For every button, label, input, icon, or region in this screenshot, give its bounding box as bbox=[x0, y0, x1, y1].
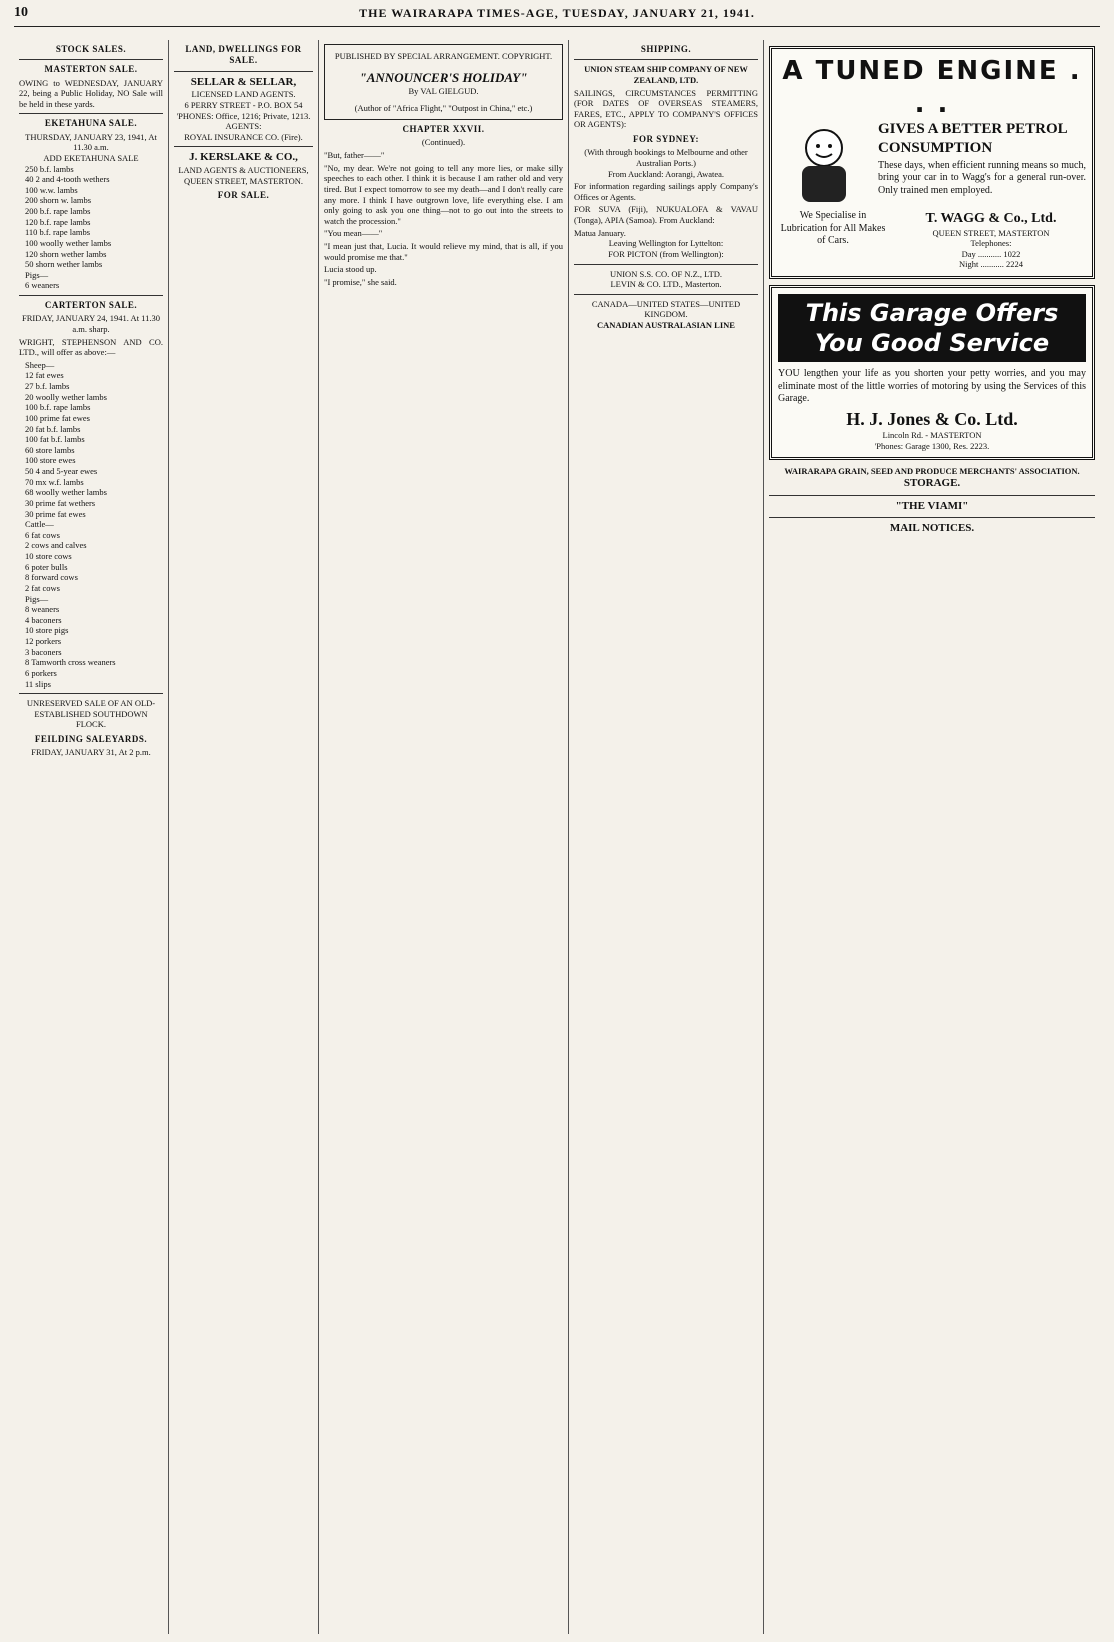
story-paragraph: "I promise," she said. bbox=[324, 276, 397, 287]
garage-body: YOU lengthen your life as you shorten your petty worries, and you may eliminate most of the little worries of motoring by using the Services of this Garage. bbox=[778, 368, 1086, 404]
info-text: For information regarding sailings apply Company's Offices or Agents. bbox=[574, 181, 758, 202]
list-item: 11 slips bbox=[25, 678, 51, 689]
wagg-advert bbox=[769, 46, 1095, 279]
list-item: 8 weaners bbox=[25, 604, 60, 615]
advert-body: These days, when efficient running means so much, bring your car in to Wagg's for a general run-over. Only trained men employed. bbox=[878, 159, 1086, 196]
list-item: 30 prime fat ewes bbox=[25, 508, 86, 519]
list-item: 60 store lambs bbox=[25, 444, 75, 455]
firm-subtitle: LAND AGENTS & AUCTIONEERS, QUEEN STREET, MASTERTON. bbox=[178, 165, 309, 186]
list-item: 6 fat cows bbox=[25, 529, 60, 540]
list-item: 12 porkers bbox=[25, 636, 62, 646]
serial-title: "ANNOUNCER'S HOLIDAY" bbox=[359, 69, 528, 85]
list-item: 110 b.f. rape lambs bbox=[25, 227, 91, 238]
shipping-text: SAILINGS, CIRCUMSTANCES PERMITTING (FOR DATES OF OVERSEAS STEAMERS, FARES, ETC., APPLY TO COMPANY'S OFFICES OR AGENTS): bbox=[574, 87, 758, 130]
jones-garage-advert bbox=[769, 285, 1095, 460]
column-title: LAND, DWELLINGS FOR SALE. bbox=[185, 44, 302, 66]
column-title: SHIPPING. bbox=[640, 44, 692, 54]
list-item: 250 b.f. lambs bbox=[25, 163, 74, 174]
auckland-text: From Auckland: Aorangi, Awatea. bbox=[607, 168, 725, 179]
matua-text: Matua January. bbox=[574, 227, 626, 238]
published-note: PUBLISHED BY SPECIAL ARRANGEMENT. COPYRIGHT. bbox=[334, 51, 553, 61]
specialise-text: We Specialise in Lubrication for All Makes of Cars. bbox=[780, 210, 886, 246]
mechanic-cartoon-icon bbox=[778, 120, 870, 206]
telephones-label: Telephones: bbox=[970, 238, 1012, 249]
story-paragraph: "No, my dear. We're not going to tell any more lies, or make silly speeches to each other. I think it is because I am rather old and very tired. But I expect tomorrow to see my death—and I don't really care any more. I think I have outgrown love, life everything else. I am only going to ask you one thing—not to go out into the streets to watch the procession." bbox=[324, 162, 563, 226]
list-item: 70 mx w.f. lambs bbox=[25, 476, 84, 487]
list-item: 6 poter bulls bbox=[25, 561, 68, 572]
story-paragraph: "I mean just that, Lucia. It would relieve my mind, that is all, if you would promise me that." bbox=[324, 241, 563, 262]
list-item: 2 fat cows bbox=[25, 582, 60, 593]
night-phone: Night ........... 2224 bbox=[959, 259, 1023, 270]
eketahuna-sale-heading: EKETAHUNA SALE. bbox=[44, 118, 138, 129]
garage-banner: This Garage Offers You Good Service bbox=[778, 294, 1086, 362]
list-item: 10 store cows bbox=[25, 551, 72, 561]
carterton-intro: WRIGHT, STEPHENSON AND CO. LTD., will offer as above:— bbox=[19, 336, 163, 358]
firm-name: SELLAR & SELLAR, bbox=[190, 75, 297, 88]
firm-address: 6 PERRY STREET - P.O. BOX 54 bbox=[184, 99, 303, 110]
shipping-company: UNION STEAM SHIP COMPANY OF NEW ZEALAND, LTD. bbox=[584, 64, 748, 85]
list-item: Cattle— bbox=[25, 519, 54, 530]
masterton-sale-text: OWING to WEDNESDAY, JANUARY 22, being a Public Holiday, NO Sale will be held in these yards. bbox=[19, 77, 163, 109]
mail-notices-heading: MAIL NOTICES. bbox=[889, 522, 975, 535]
advert-subheadline: GIVES A BETTER PETROL CONSUMPTION bbox=[878, 121, 1067, 156]
list-item: 8 forward cows bbox=[25, 572, 78, 583]
story-paragraph: "But, father——" bbox=[324, 150, 385, 160]
list-item: 12 fat ewes bbox=[25, 370, 64, 381]
page-number: 10 bbox=[14, 5, 28, 20]
eketahuna-add: ADD EKETAHUNA SALE bbox=[43, 152, 139, 163]
suva-text: FOR SUVA (Fiji), NUKUALOFA & VAVAU (Tonga), APIA (Samoa). From Auckland: bbox=[574, 204, 758, 225]
jones-phones: 'Phones: Garage 1300, Res. 2223. bbox=[874, 440, 990, 451]
list-item: 100 store ewes bbox=[25, 455, 76, 466]
firm-phones: 'PHONES: Office, 1216; Private, 1213. bbox=[176, 110, 311, 121]
stock-sales-column bbox=[14, 40, 169, 1634]
list-item: 6 weaners bbox=[25, 280, 60, 291]
list-item: 120 shorn wether lambs bbox=[25, 248, 107, 259]
list-item: 100 prime fat ewes bbox=[25, 412, 90, 423]
list-item: 6 porkers bbox=[25, 667, 57, 678]
masthead-title: THE WAIRARAPA TIMES-AGE, TUESDAY, JANUARY 21, 1941. bbox=[359, 5, 755, 20]
serial-column bbox=[319, 40, 569, 1634]
continued-note: (Continued). bbox=[421, 137, 466, 148]
masterton-sale-heading: MASTERTON SALE. bbox=[44, 64, 138, 75]
carterton-sale-heading: CARTERTON SALE. bbox=[44, 300, 138, 310]
eketahuna-list bbox=[19, 164, 163, 292]
unreserved-sale: UNRESERVED SALE OF AN OLD-ESTABLISHED SOUTHDOWN FLOCK. bbox=[26, 698, 156, 730]
feilding-date: FRIDAY, JANUARY 31, At 2 p.m. bbox=[31, 747, 151, 758]
list-item: 100 b.f. rape lambs bbox=[25, 402, 91, 413]
list-item: 200 shorn w. lambs bbox=[25, 195, 92, 206]
list-item: 50 shorn wether lambs bbox=[25, 259, 103, 270]
viami-heading: "THE VIAMI" bbox=[895, 499, 969, 512]
firm-name: J. KERSLAKE & CO., bbox=[189, 151, 298, 164]
advert-column bbox=[764, 40, 1100, 1634]
picton-heading: FOR PICTON (from Wellington): bbox=[608, 248, 724, 259]
story-paragraph: Lucia stood up. bbox=[324, 264, 377, 275]
list-item: 68 woolly wether lambs bbox=[25, 487, 107, 498]
agents-text: LEVIN & CO. LTD., Masterton. bbox=[610, 279, 722, 290]
feilding-heading: FEILDING SALEYARDS. bbox=[34, 734, 148, 744]
list-item: 100 w.w. lambs bbox=[25, 184, 78, 195]
sydney-text: (With through bookings to Melbourne and other Australian Ports.) bbox=[584, 147, 748, 168]
storage-heading: STORAGE. bbox=[903, 476, 961, 489]
firm-subtitle: LICENSED LAND AGENTS. bbox=[191, 89, 296, 100]
list-item: 8 Tamworth cross weaners bbox=[25, 657, 116, 668]
canadian-line: CANADIAN AUSTRALASIAN LINE bbox=[597, 320, 735, 330]
list-item: 20 fat b.f. lambs bbox=[25, 423, 81, 434]
firm-insurance: ROYAL INSURANCE CO. (Fire). bbox=[184, 131, 303, 142]
chapter-heading: CHAPTER XXVII. bbox=[402, 124, 485, 135]
canada-heading: CANADA—UNITED STATES—UNITED KINGDOM. bbox=[591, 298, 741, 320]
wagg-name: T. WAGG & Co., Ltd. bbox=[925, 211, 1057, 226]
for-sale-heading: FOR SALE. bbox=[217, 190, 270, 201]
list-item: 4 baconers bbox=[25, 614, 62, 625]
carterton-list bbox=[19, 360, 163, 689]
shipping-column bbox=[569, 40, 764, 1634]
carterton-date: FRIDAY, JANUARY 24, 1941. At 11.30 a.m. sharp. bbox=[22, 313, 160, 334]
story-paragraph: "You mean——" bbox=[324, 228, 383, 239]
jones-name: H. J. Jones & Co. Ltd. bbox=[846, 408, 1018, 429]
serial-heading-box bbox=[324, 44, 563, 120]
list-item: 2 cows and calves bbox=[25, 540, 87, 551]
list-item: Sheep— bbox=[25, 359, 55, 370]
list-item: 3 baconers bbox=[25, 646, 62, 657]
serial-author: By VAL GIELGUD. bbox=[408, 85, 479, 96]
list-item: 100 fat b.f. lambs bbox=[25, 434, 85, 445]
list-item: 30 prime fat wethers bbox=[25, 497, 96, 508]
list-item: 50 4 and 5-year ewes bbox=[25, 466, 98, 476]
list-item: 10 store pigs bbox=[25, 625, 69, 636]
firm-agents: AGENTS: bbox=[225, 121, 262, 132]
lyttelton-heading: Leaving Wellington for Lyttelton: bbox=[608, 238, 724, 249]
list-item: 40 2 and 4-tooth wethers bbox=[25, 174, 110, 185]
land-column bbox=[169, 40, 319, 1634]
list-item: 120 b.f. rape lambs bbox=[25, 216, 91, 227]
union-company: UNION S.S. CO. OF N.Z., LTD. bbox=[609, 268, 723, 279]
list-item: 20 woolly wether lambs bbox=[25, 391, 107, 402]
day-phone: Day ........... 1022 bbox=[961, 248, 1021, 259]
list-item: Pigs— bbox=[25, 269, 49, 280]
jones-address: Lincoln Rd. - MASTERTON bbox=[882, 430, 982, 440]
grain-association: WAIRARAPA GRAIN, SEED AND PRODUCE MERCHANTS' ASSOCIATION. bbox=[784, 466, 1080, 477]
sydney-heading: FOR SYDNEY: bbox=[633, 134, 699, 144]
list-item: 200 b.f. rape lambs bbox=[25, 206, 91, 216]
serial-note: (Author of "Africa Flight," "Outpost in China," etc.) bbox=[354, 102, 533, 113]
list-item: Pigs— bbox=[25, 593, 49, 604]
eketahuna-date: THURSDAY, JANUARY 23, 1941, At 11.30 a.m. bbox=[25, 131, 157, 153]
advert-headline: A TUNED ENGINE . . . bbox=[782, 56, 1082, 119]
list-item: 27 b.f. lambs bbox=[25, 381, 70, 391]
list-item: 100 woolly wether lambs bbox=[25, 237, 112, 248]
masthead bbox=[14, 0, 1100, 27]
wagg-address: QUEEN STREET, MASTERTON bbox=[932, 227, 1050, 238]
column-title: STOCK SALES. bbox=[55, 44, 127, 54]
